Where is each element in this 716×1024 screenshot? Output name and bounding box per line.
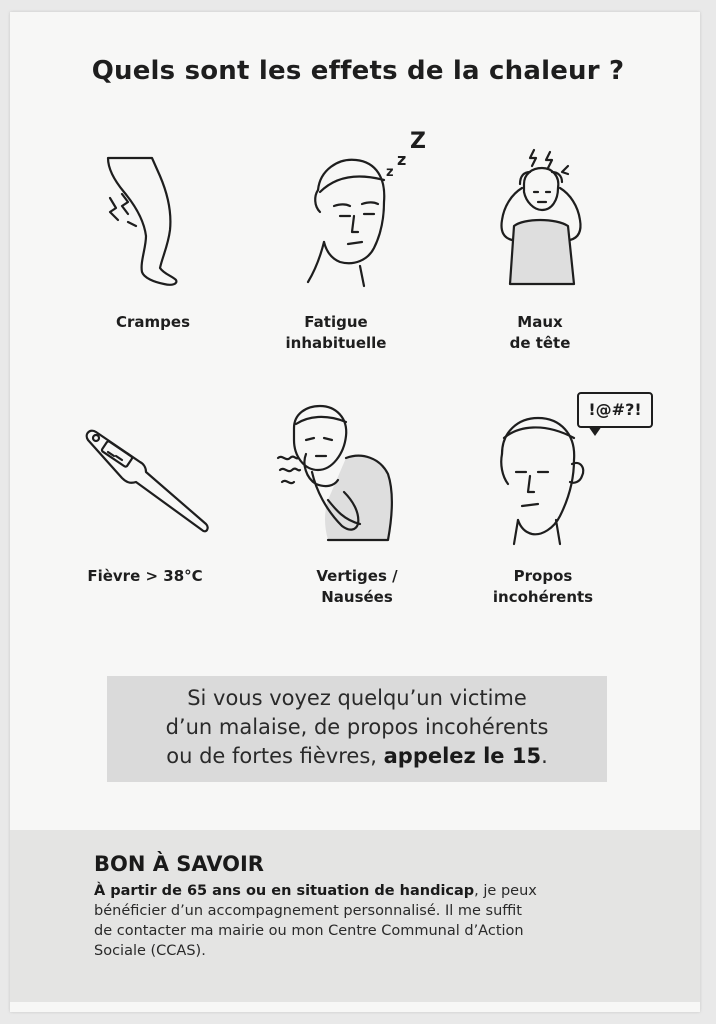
callout-line-1: Si vous voyez quelqu’un victime bbox=[187, 686, 527, 710]
leg-cramp-icon bbox=[100, 150, 195, 290]
effect-label-fatigue: Fatigue inhabituelle bbox=[285, 313, 387, 352]
callout-line-2: d’un malaise, de propos incohérents bbox=[165, 715, 549, 739]
good-to-know-line-2: bénéficier d’un accompagnement personnalisé. Il me suffit bbox=[94, 903, 522, 919]
confused-face-icon bbox=[494, 410, 590, 546]
speech-bubble-tail bbox=[588, 426, 602, 436]
call-15-text: appelez le 15 bbox=[383, 744, 542, 768]
effect-label-cramps: Crampes bbox=[116, 313, 190, 331]
sleep-letter-medium: z bbox=[397, 150, 407, 169]
effect-label-dizziness: Vertiges / Nausées bbox=[316, 567, 398, 606]
effect-label-fever: Fièvre > 38°C bbox=[87, 567, 203, 585]
effect-label-incoherent: Propos incohérents bbox=[492, 567, 594, 606]
headache-icon bbox=[494, 148, 586, 286]
sleep-letter-small: z bbox=[386, 165, 394, 180]
good-to-know-line-1: À partir de 65 ans ou en situation de handicap, je peux bbox=[94, 883, 537, 899]
good-to-know-line-4: Sociale (CCAS). bbox=[94, 943, 206, 959]
speech-bubble bbox=[577, 392, 653, 428]
good-to-know-line-3: de contacter ma mairie ou mon Centre Communal d’Action bbox=[94, 923, 524, 939]
page-title: Quels sont les effets de la chaleur ? bbox=[91, 56, 625, 86]
callout-line-3: ou de fortes fièvres, appelez le 15. bbox=[166, 744, 548, 768]
emergency-callout bbox=[107, 676, 607, 782]
sleep-letter-large: Z bbox=[410, 129, 426, 154]
speech-bubble-text: !@#?! bbox=[588, 400, 642, 419]
good-to-know-title: BON À SAVOIR bbox=[94, 852, 264, 876]
tired-face-icon bbox=[294, 132, 434, 292]
effect-label-headache: Maux de tête bbox=[509, 313, 571, 352]
nausea-person-icon bbox=[276, 400, 400, 544]
thermometer-icon bbox=[80, 428, 216, 540]
good-to-know-text bbox=[94, 881, 654, 961]
